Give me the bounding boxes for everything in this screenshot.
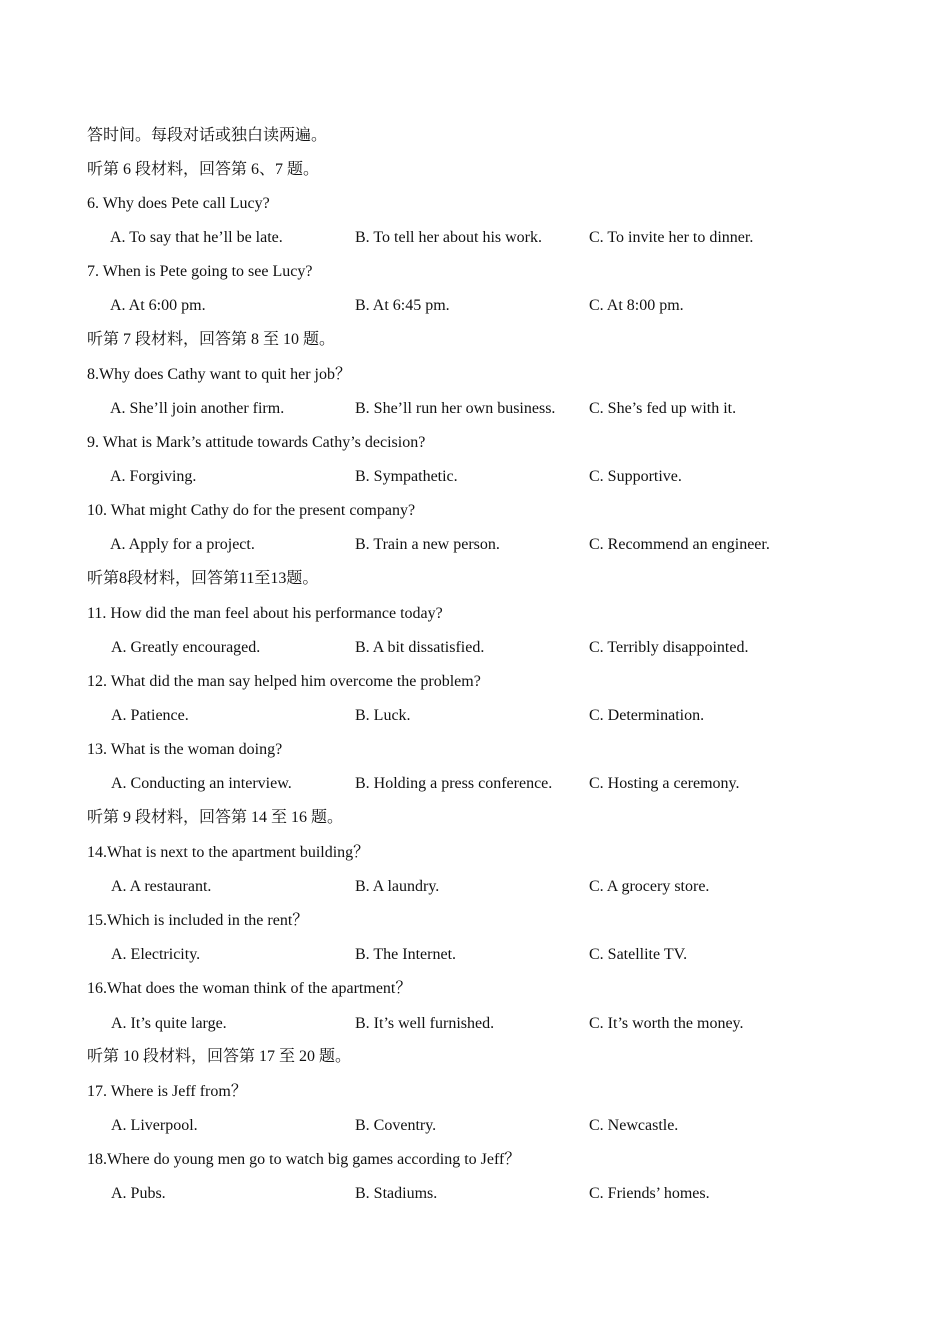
option-a: A. Apply for a project. xyxy=(110,536,255,553)
option-c: C. To invite her to dinner. xyxy=(589,229,754,246)
question-text: 16.What does the woman think of the apartment？ xyxy=(87,980,412,997)
option-b: B. Train a new person. xyxy=(355,536,500,553)
question-text: 8.Why does Cathy want to quit her job？ xyxy=(87,366,351,383)
option-b: B. Coventry. xyxy=(355,1117,437,1134)
option-c: C. Friends’ homes. xyxy=(589,1185,710,1202)
option-b: B. Stadiums. xyxy=(355,1185,438,1202)
option-a: A. Liverpool. xyxy=(111,1117,198,1134)
option-a: A. Electricity. xyxy=(111,946,201,963)
question-text: 14.What is next to the apartment building？ xyxy=(87,844,370,861)
option-b: B. Sympathetic. xyxy=(355,468,458,485)
options-row xyxy=(0,1014,950,1034)
question-text: 6. Why does Pete call Lucy? xyxy=(87,195,270,212)
option-a: A. She’ll join another firm. xyxy=(110,400,285,417)
option-c: C. A grocery store. xyxy=(589,878,710,895)
option-c: C. It’s worth the money. xyxy=(589,1015,744,1032)
options-row xyxy=(0,296,950,316)
options-row xyxy=(0,774,950,794)
option-b: B. It’s well furnished. xyxy=(355,1015,495,1032)
section-heading: 听第 9 段材料，回答第 14 至 16 题。 xyxy=(87,809,344,826)
option-c: C. At 8:00 pm. xyxy=(589,297,684,314)
section-heading: 听第 10 段材料，回答第 17 至 20 题。 xyxy=(87,1048,352,1065)
option-b: B. A laundry. xyxy=(355,878,440,895)
options-row xyxy=(0,228,950,248)
option-b: B. To tell her about his work. xyxy=(355,229,543,246)
question-text: 10. What might Cathy do for the present company? xyxy=(87,502,416,519)
options-row xyxy=(0,1184,950,1204)
options-row xyxy=(0,638,950,658)
option-c: C. Recommend an engineer. xyxy=(589,536,770,553)
option-a: A. It’s quite large. xyxy=(111,1015,227,1032)
option-a: A. Forgiving. xyxy=(110,468,197,485)
question-text: 7. When is Pete going to see Lucy? xyxy=(87,263,313,280)
option-b: B. She’ll run her own business. xyxy=(355,400,556,417)
section-heading: 听第8段材料，回答第11至13题。 xyxy=(87,570,319,587)
question-text: 11. How did the man feel about his performance today? xyxy=(87,605,443,622)
option-c: C. Satellite TV. xyxy=(589,946,688,963)
question-text: 15.Which is included in the rent？ xyxy=(87,912,309,929)
question-text: 18.Where do young men go to watch big games according to Jeff？ xyxy=(87,1151,521,1168)
option-a: A. Conducting an interview. xyxy=(111,775,292,792)
option-a: A. To say that he’ll be late. xyxy=(110,229,283,246)
option-b: B. At 6:45 pm. xyxy=(355,297,450,314)
option-b: B. Holding a press conference. xyxy=(355,775,553,792)
option-a: A. Pubs. xyxy=(111,1185,166,1202)
options-row xyxy=(0,706,950,726)
options-row xyxy=(0,399,950,419)
options-row xyxy=(0,535,950,555)
options-row xyxy=(0,877,950,897)
intro-text: 答时间。每段对话或独白读两遍。 xyxy=(87,127,328,144)
option-c: C. She’s fed up with it. xyxy=(589,400,737,417)
question-text: 12. What did the man say helped him overcome the problem? xyxy=(87,673,481,690)
option-a: A. Greatly encouraged. xyxy=(111,639,261,656)
option-c: C. Newcastle. xyxy=(589,1117,679,1134)
option-c: C. Hosting a ceremony. xyxy=(589,775,740,792)
option-c: C. Terribly disappointed. xyxy=(589,639,749,656)
question-text: 17. Where is Jeff from？ xyxy=(87,1083,247,1100)
option-b: B. Luck. xyxy=(355,707,411,724)
options-row xyxy=(0,467,950,487)
section-heading: 听第 7 段材料，回答第 8 至 10 题。 xyxy=(87,331,336,348)
options-row xyxy=(0,945,950,965)
option-c: C. Determination. xyxy=(589,707,705,724)
option-b: B. A bit dissatisfied. xyxy=(355,639,485,656)
options-row xyxy=(0,1116,950,1136)
option-a: A. At 6:00 pm. xyxy=(110,297,206,314)
question-text: 13. What is the woman doing? xyxy=(87,741,283,758)
option-a: A. Patience. xyxy=(111,707,189,724)
question-text: 9. What is Mark’s attitude towards Cathy’s decision? xyxy=(87,434,426,451)
option-a: A. A restaurant. xyxy=(111,878,212,895)
option-c: C. Supportive. xyxy=(589,468,682,485)
option-b: B. The Internet. xyxy=(355,946,457,963)
section-heading: 听第 6 段材料，回答第 6、7 题。 xyxy=(87,161,320,178)
